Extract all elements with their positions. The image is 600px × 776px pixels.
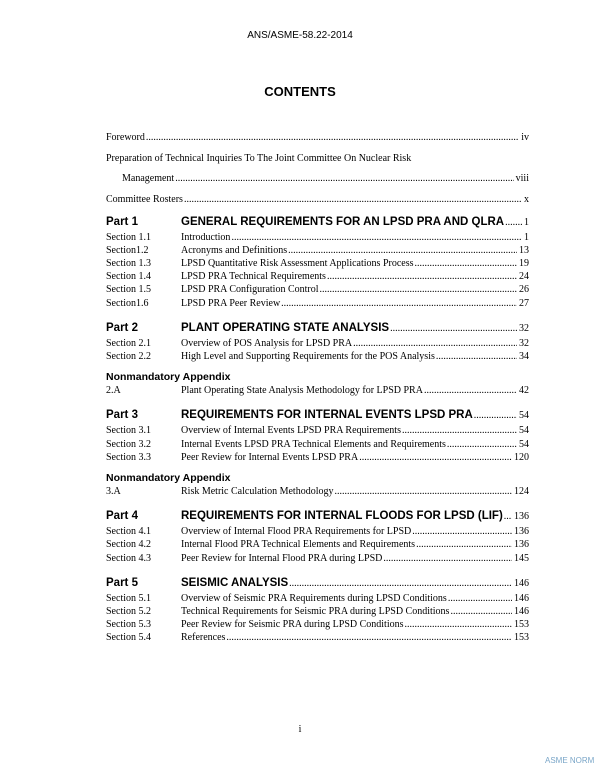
dot-leader: [225, 631, 512, 644]
part-title: PLANT OPERATING STATE ANALYSIS: [181, 321, 390, 334]
toc-section[interactable]: [106, 451, 529, 464]
dot-leader: [280, 297, 517, 310]
appendix-title: Risk Metric Calculation Methodology: [181, 485, 334, 497]
section-number: Section 1.1: [106, 231, 151, 243]
section-number: Section 5.3: [106, 619, 151, 631]
section-title: Technical Requirements for Seismic PRA during LPSD Conditions: [181, 605, 450, 617]
toc-section[interactable]: [106, 618, 529, 631]
entry-page: 19: [519, 258, 529, 270]
section-title: High Level and Supporting Requirements for the POS Analysis: [181, 351, 435, 363]
section-title: Overview of Seismic PRA Requirements during LPSD Conditions: [181, 592, 447, 604]
toc-section[interactable]: [106, 605, 529, 618]
entry-page: 54: [519, 438, 529, 450]
toc-part-2[interactable]: [106, 320, 529, 337]
dot-leader: [411, 525, 512, 538]
part-number: Part 4: [106, 510, 138, 523]
entry-title: Foreword: [106, 131, 145, 143]
dot-leader: [504, 214, 522, 231]
entry-page: 1: [524, 216, 529, 228]
dot-leader: [288, 575, 512, 592]
dot-leader: [352, 337, 517, 350]
entry-page: 1: [524, 231, 529, 243]
entry-page: 34: [519, 351, 529, 363]
part-number: Part 3: [106, 409, 138, 422]
entry-title: Preparation of Technical Inquiries To The Joint Committee On Nuclear Risk: [106, 153, 412, 165]
section-title: LPSD Quantitative Risk Assessment Applications Process: [181, 258, 414, 270]
dot-leader: [319, 283, 517, 296]
dot-leader: [447, 592, 512, 605]
appendix-heading: Nonmandatory Appendix: [106, 472, 231, 484]
toc-section[interactable]: [106, 257, 529, 270]
dot-leader: [415, 538, 512, 551]
entry-page: 26: [519, 284, 529, 296]
dot-leader: [473, 407, 517, 424]
toc-section[interactable]: [106, 244, 529, 257]
toc-section[interactable]: [106, 538, 529, 551]
section-title: Peer Review for Internal Flood PRA during LPSD: [181, 552, 383, 564]
section-number: Section 3.2: [106, 438, 151, 450]
entry-page: 120: [514, 451, 529, 463]
part-title: SEISMIC ANALYSIS: [181, 576, 289, 589]
dot-leader: [401, 424, 517, 437]
entry-page: 13: [519, 244, 529, 256]
section-number: Section 4.3: [106, 552, 151, 564]
dot-leader: [435, 350, 517, 363]
toc-inquiries[interactable]: [106, 152, 529, 165]
toc-section[interactable]: [106, 552, 529, 565]
section-number: Section 3.1: [106, 425, 151, 437]
page-title: CONTENTS: [264, 84, 336, 99]
part-number: Part 5: [106, 576, 138, 589]
part-title: REQUIREMENTS FOR INTERNAL FLOODS FOR LPSD (LIF): [181, 510, 503, 523]
section-number: Section 3.3: [106, 451, 151, 463]
section-number: Section 1.5: [106, 284, 151, 296]
section-number: Section 5.2: [106, 605, 151, 617]
entry-page: iv: [521, 131, 529, 143]
toc-part-3[interactable]: [106, 407, 529, 424]
section-number: Section 5.4: [106, 632, 151, 644]
toc-inquiries-cont[interactable]: [106, 172, 529, 185]
dot-leader: [183, 193, 522, 206]
part-number: Part 1: [106, 215, 138, 228]
section-number: Section 4.1: [106, 526, 151, 538]
section-number: Section 1.4: [106, 271, 151, 283]
section-title: LPSD PRA Peer Review: [181, 297, 281, 309]
entry-title: Management: [122, 173, 175, 185]
entry-title: Committee Rosters: [106, 193, 183, 205]
section-title: Acronyms and Definitions: [181, 244, 288, 256]
toc-section[interactable]: [106, 297, 529, 310]
toc-part-1[interactable]: [106, 214, 529, 231]
entry-page: 136: [514, 511, 529, 523]
dot-leader: [503, 508, 512, 525]
section-title: Overview of Internal Events LPSD PRA Requirements: [181, 425, 401, 437]
section-title: LPSD PRA Technical Requirements: [181, 271, 326, 283]
dot-leader: [174, 172, 513, 185]
watermark-logo: ASME NORM: [545, 756, 595, 765]
entry-page: 146: [514, 605, 529, 617]
running-header: ANS/ASME-58.22-2014: [247, 30, 353, 41]
dot-leader: [230, 231, 522, 244]
entry-page: 32: [519, 337, 529, 349]
entry-page: 146: [514, 592, 529, 604]
part-number: Part 2: [106, 321, 138, 334]
toc-section[interactable]: [106, 270, 529, 283]
entry-page: 24: [519, 271, 529, 283]
part-title: GENERAL REQUIREMENTS FOR AN LPSD PRA AND QLRA: [181, 215, 505, 228]
section-title: Internal Flood PRA Technical Elements and Requirements: [181, 539, 416, 551]
toc-section[interactable]: [106, 438, 529, 451]
entry-page: 136: [514, 539, 529, 551]
dot-leader: [423, 384, 517, 397]
table-of-contents: [106, 131, 529, 655]
section-title: Peer Review for Internal Events LPSD PRA: [181, 451, 359, 463]
section-number: Section1.2: [106, 244, 149, 256]
appendix-title: Plant Operating State Analysis Methodology for LPSD PRA: [181, 385, 423, 397]
toc-appendix[interactable]: [106, 384, 529, 397]
entry-page: 54: [519, 425, 529, 437]
section-title: Introduction: [181, 231, 231, 243]
section-title: Overview of POS Analysis for LPSD PRA: [181, 337, 353, 349]
entry-page: 153: [514, 619, 529, 631]
section-title: Peer Review for Seismic PRA during LPSD Conditions: [181, 619, 404, 631]
dot-leader: [358, 451, 512, 464]
dot-leader: [287, 244, 517, 257]
toc-section[interactable]: [106, 284, 529, 297]
entry-page: 124: [514, 485, 529, 497]
entry-page: 136: [514, 526, 529, 538]
dot-leader: [446, 438, 517, 451]
entry-page: 32: [519, 322, 529, 334]
toc-section[interactable]: [106, 350, 529, 363]
section-number: Section 2.1: [106, 337, 151, 349]
toc-part-5[interactable]: [106, 575, 529, 592]
appendix-heading: Nonmandatory Appendix: [106, 371, 231, 384]
section-title: References: [181, 632, 226, 644]
dot-leader: [333, 485, 512, 498]
dot-leader: [382, 552, 512, 565]
dot-leader: [414, 257, 518, 270]
appendix-number: 3.A: [106, 485, 121, 497]
toc-section[interactable]: [106, 525, 529, 538]
section-number: Section 5.1: [106, 592, 151, 604]
section-title: Overview of Internal Flood PRA Requirements for LPSD: [181, 526, 412, 538]
toc-section[interactable]: [106, 424, 529, 437]
dot-leader: [404, 618, 513, 631]
toc-section[interactable]: [106, 231, 529, 244]
entry-page: 54: [519, 410, 529, 422]
toc-section[interactable]: [106, 631, 529, 644]
entry-page: viii: [515, 173, 529, 185]
toc-section[interactable]: [106, 337, 529, 350]
toc-appendix[interactable]: [106, 485, 529, 498]
dot-leader: [389, 320, 517, 337]
entry-page: 153: [514, 632, 529, 644]
section-number: Section 1.3: [106, 258, 151, 270]
dot-leader: [326, 270, 517, 283]
section-title: LPSD PRA Configuration Control: [181, 284, 319, 296]
page-number: i: [298, 724, 302, 735]
section-number: Section 4.2: [106, 539, 151, 551]
toc-foreword[interactable]: [106, 131, 529, 144]
section-number: Section1.6: [106, 297, 149, 309]
section-title: Internal Events LPSD PRA Technical Elements and Requirements: [181, 438, 446, 450]
part-title: REQUIREMENTS FOR INTERNAL EVENTS LPSD PRA: [181, 409, 473, 422]
toc-part-4[interactable]: [106, 508, 529, 525]
appendix-number: 2.A: [106, 385, 121, 397]
toc-committee-rosters[interactable]: [106, 193, 529, 206]
section-number: Section 2.2: [106, 351, 151, 363]
entry-page: 145: [514, 552, 529, 564]
entry-page: x: [524, 193, 529, 205]
entry-page: 146: [514, 577, 529, 589]
entry-page: 27: [519, 297, 529, 309]
dot-leader: [145, 131, 519, 144]
dot-leader: [449, 605, 512, 618]
entry-page: 42: [519, 385, 529, 397]
toc-section[interactable]: [106, 592, 529, 605]
